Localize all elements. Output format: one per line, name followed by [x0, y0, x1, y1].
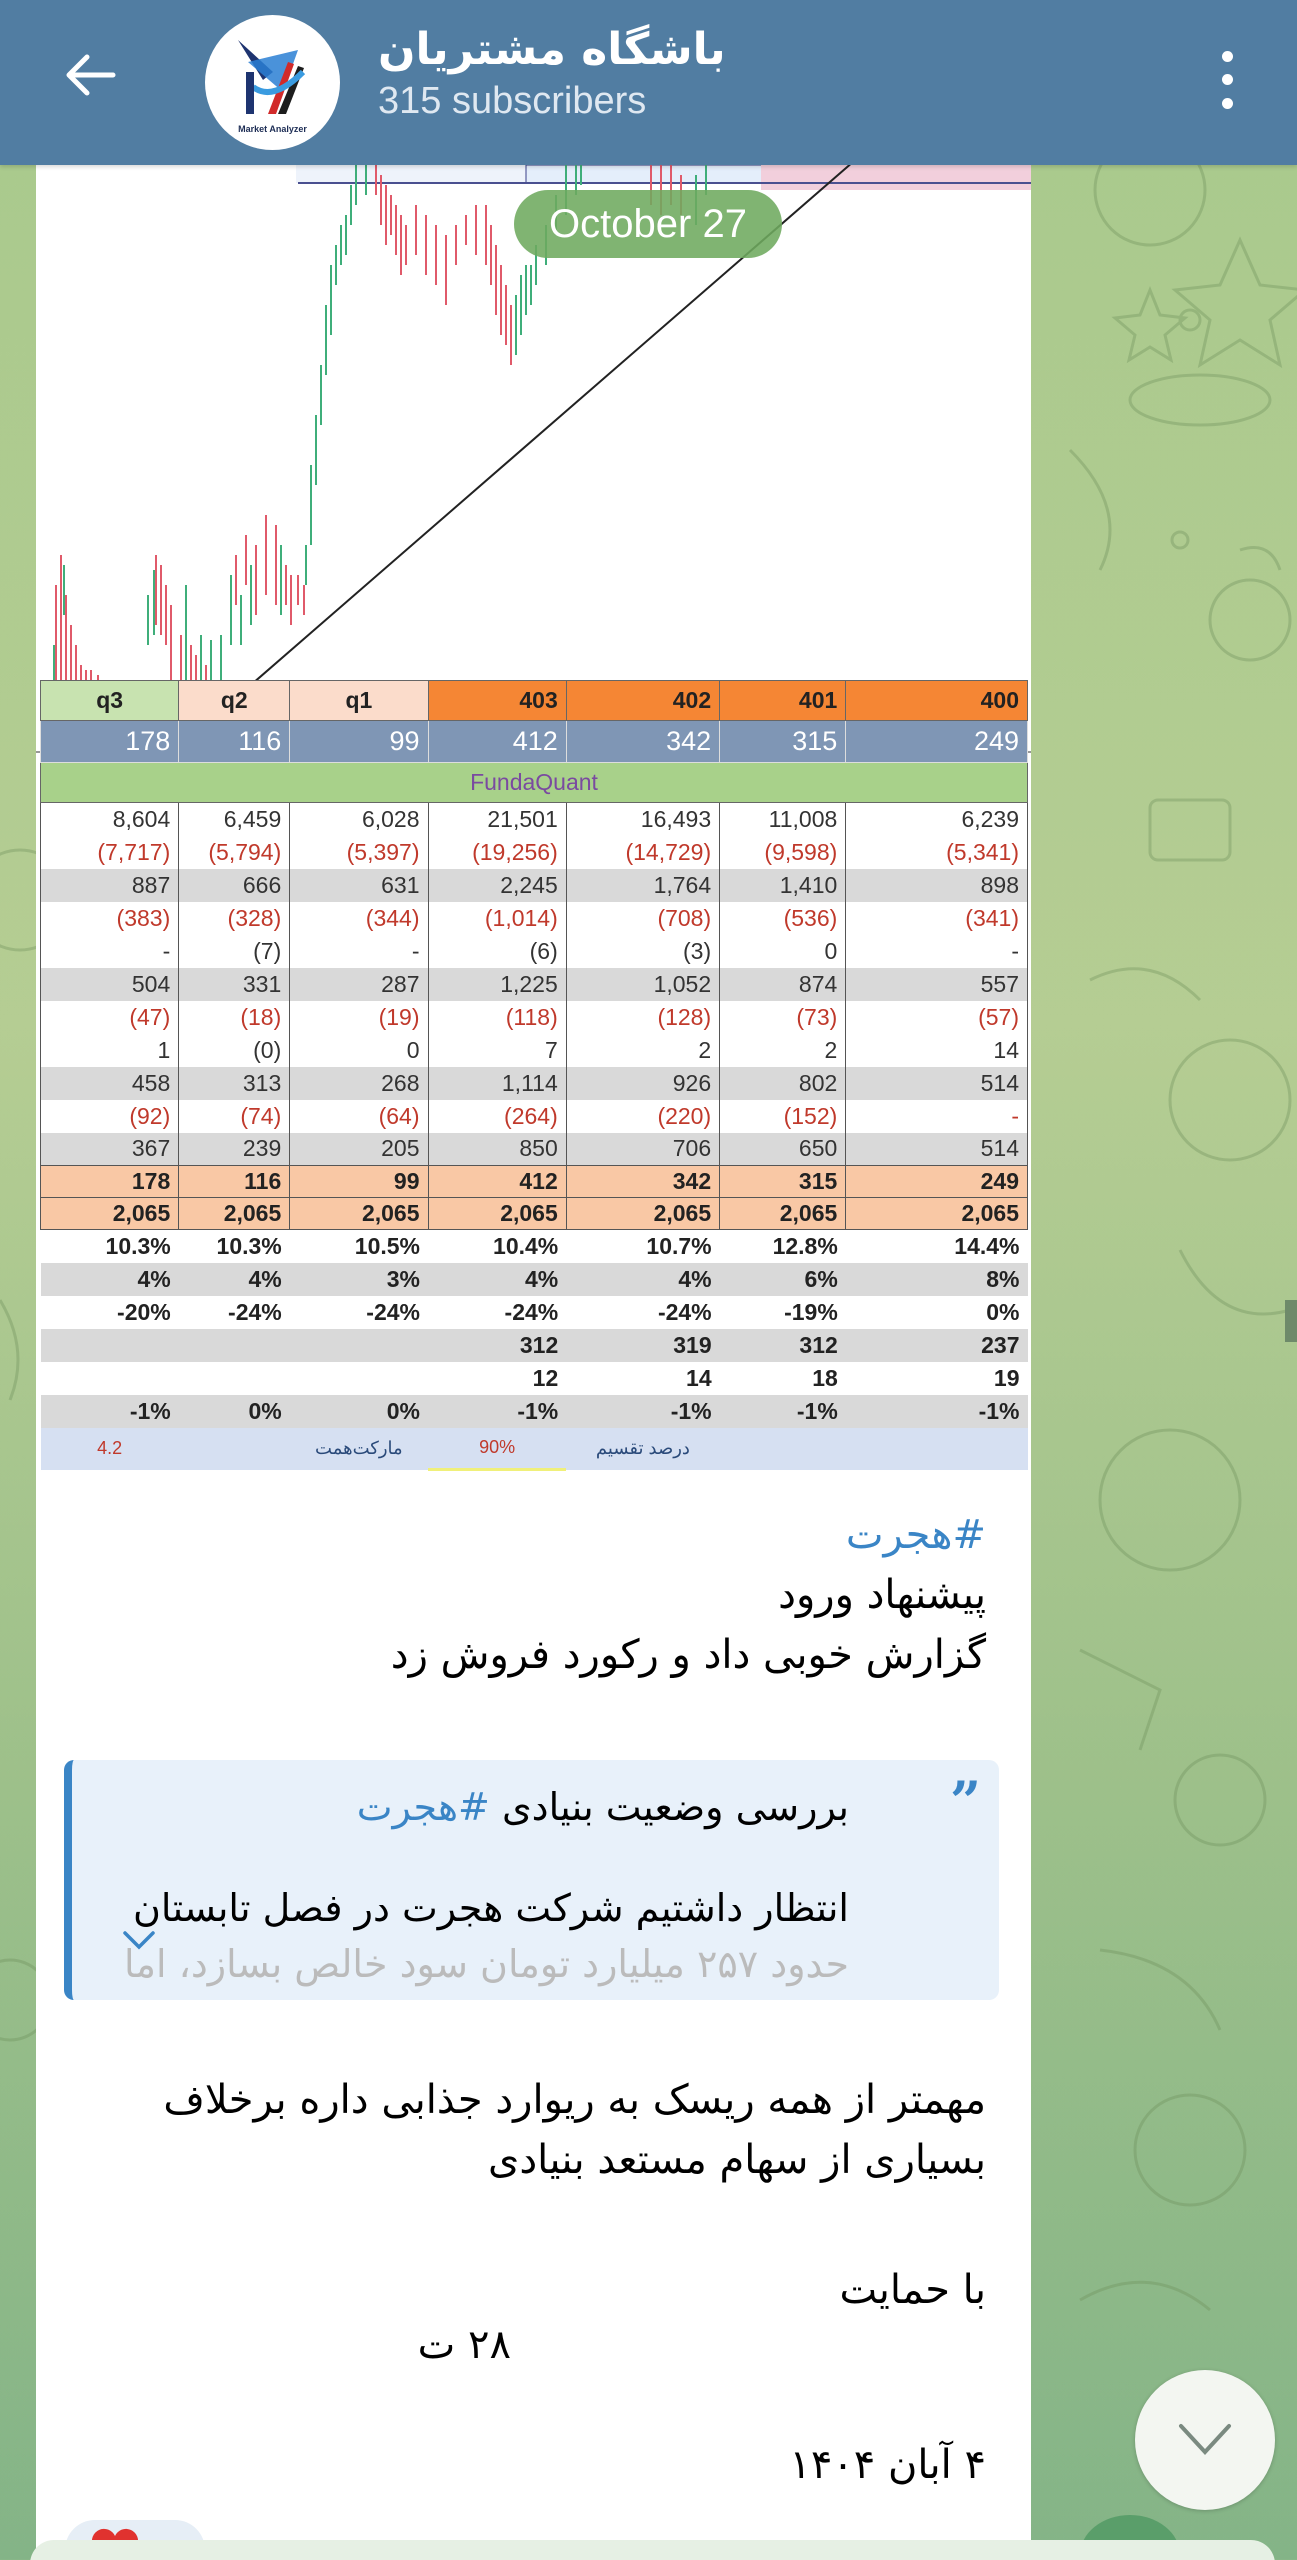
table-cell: 8,604: [41, 803, 179, 836]
post-para2-line-2: بسیاری از سهام مستعد بنیادی: [488, 2137, 986, 2183]
table-cell: 2: [720, 1034, 846, 1067]
table-cell: 249: [846, 1166, 1028, 1198]
message-bubble: [36, 110, 1031, 2560]
table-cell: 2,065: [41, 1198, 179, 1230]
table-cell: -24%: [179, 1296, 290, 1329]
chevron-down-icon: [122, 1930, 156, 1950]
table-cell: 237: [846, 1329, 1028, 1362]
table-cell: (220): [566, 1100, 719, 1133]
table-cell: (7): [179, 935, 290, 968]
hashtag-link[interactable]: #هجرت: [845, 1512, 986, 1558]
table-cell: 0%: [290, 1395, 428, 1428]
table-cell: 116: [179, 1166, 290, 1198]
table-cell: 514: [846, 1067, 1028, 1100]
table-cell: 504: [41, 968, 179, 1001]
table-cell: 99: [290, 721, 428, 763]
table-row: [41, 1133, 1028, 1166]
table-cell: (128): [566, 1001, 719, 1034]
table-cell: 12.8%: [720, 1230, 846, 1263]
table-cell: 6%: [720, 1263, 846, 1296]
table-cell: [290, 1362, 428, 1395]
quote-block[interactable]: [64, 1760, 999, 2000]
table-cell: (5,397): [290, 836, 428, 869]
table-cell: (328): [179, 902, 290, 935]
table-cell: 14.4%: [846, 1230, 1028, 1263]
table-cell: 0%: [179, 1395, 290, 1428]
table-cell: 178: [41, 1166, 179, 1198]
post-line-1: پیشنهاد ورود: [778, 1572, 986, 1618]
table-cell: (152): [720, 1100, 846, 1133]
post-hashtag-line: [846, 1505, 986, 1565]
table-cell: 557: [846, 968, 1028, 1001]
table-cell: 887: [41, 869, 179, 902]
table-cell: -: [290, 935, 428, 968]
table-cell: (57): [846, 1001, 1028, 1034]
table-cell: (14,729): [566, 836, 719, 869]
table-cell: 312: [720, 1329, 846, 1362]
table-cell: [290, 1329, 428, 1362]
table-cell: 249: [846, 721, 1028, 763]
table-cell: 802: [720, 1067, 846, 1100]
table-row: [41, 1001, 1028, 1034]
table-body: [41, 803, 1028, 1166]
post-para2-line-1: مهمتر از همه ریسک به ریوارد جذابی داره برخلاف: [163, 2077, 986, 2123]
table-cell: 2,065: [720, 1198, 846, 1230]
table-cell: (64): [290, 1100, 428, 1133]
table-cell: (47): [41, 1001, 179, 1034]
table-row: [41, 1034, 1028, 1067]
expand-quote-button[interactable]: [122, 1930, 156, 1954]
table-cell: 18: [720, 1362, 846, 1395]
table-cell: [179, 1362, 290, 1395]
table-cell: 1,225: [428, 968, 566, 1001]
table-cell: 2,065: [179, 1198, 290, 1230]
table-cell: 6,239: [846, 803, 1028, 836]
table-cell: 650: [720, 1133, 846, 1166]
table-cell: 16,493: [566, 803, 719, 836]
table-row: [41, 836, 1028, 869]
table-cell: 4%: [41, 1263, 179, 1296]
table-cell: -24%: [290, 1296, 428, 1329]
footer-label-1: مارکت‌همت: [290, 1428, 428, 1470]
table-cell: 850: [428, 1133, 566, 1166]
table-cell: -1%: [41, 1395, 179, 1428]
table-row: [41, 1198, 1028, 1230]
table-cell: 1,114: [428, 1067, 566, 1100]
table-cell: 412: [428, 721, 566, 763]
quote-body: [124, 1880, 849, 1992]
table-cell: 0%: [846, 1296, 1028, 1329]
table-cell: 4%: [179, 1263, 290, 1296]
col-header: q2: [179, 681, 290, 721]
table-footer-row: [41, 1428, 1028, 1470]
footer-value-1: 4.2: [41, 1428, 179, 1470]
col-header: 403: [428, 681, 566, 721]
post-range-line: ۲۸ ت: [417, 2322, 511, 2368]
table-cell: 268: [290, 1067, 428, 1100]
subscriber-count: 315 subscribers: [378, 80, 647, 122]
table-cell: 315: [720, 1166, 846, 1198]
table-cell: (7,717): [41, 836, 179, 869]
table-cell: (5,794): [179, 836, 290, 869]
table-cell: 367: [41, 1133, 179, 1166]
quote-body-line-1: انتظار داشتیم شرکت هجرت در فصل تابستان: [133, 1886, 849, 1930]
table-cell: 99: [290, 1166, 428, 1198]
kebab-dot: [1222, 98, 1233, 109]
table-cell: 2,065: [566, 1198, 719, 1230]
table-cell: 6,459: [179, 803, 290, 836]
col-header: 402: [566, 681, 719, 721]
table-row: [41, 1166, 1028, 1198]
table-cell: (344): [290, 902, 428, 935]
avatar-label: Market Analyzer: [238, 123, 307, 134]
table-cell: 10.3%: [41, 1230, 179, 1263]
market-analyzer-logo-icon: [228, 32, 318, 122]
post-support-line: با حمایت: [839, 2267, 986, 2313]
table-cell: -19%: [720, 1296, 846, 1329]
date-separator-pill: October 27: [514, 190, 782, 258]
footer-label-2: درصد تقسیم: [566, 1428, 719, 1470]
more-options-button[interactable]: [1207, 45, 1247, 115]
channel-title: باشگاه مشتریان: [378, 24, 726, 75]
table-cell: -1%: [566, 1395, 719, 1428]
table-row: [41, 721, 1028, 763]
table-cell: 12: [428, 1362, 566, 1395]
table-cell: 10.3%: [179, 1230, 290, 1263]
table-cell: (74): [179, 1100, 290, 1133]
col-header: q1: [290, 681, 428, 721]
table-cell: 1,764: [566, 869, 719, 902]
table-cell: -1%: [428, 1395, 566, 1428]
table-cell: 514: [846, 1133, 1028, 1166]
table-cell: (9,598): [720, 836, 846, 869]
table-cell: 6,028: [290, 803, 428, 836]
col-header: 400: [846, 681, 1028, 721]
col-header: q3: [41, 681, 179, 721]
table-cell: 3%: [290, 1263, 428, 1296]
chat-header: [0, 0, 1297, 165]
table-row: [41, 1329, 1028, 1362]
table-cell: 116: [179, 721, 290, 763]
table-cell: -20%: [41, 1296, 179, 1329]
table-cell: (383): [41, 902, 179, 935]
table-cell: 287: [290, 968, 428, 1001]
table-cell: (0): [179, 1034, 290, 1067]
table-row: [41, 1067, 1028, 1100]
table-cell: (341): [846, 902, 1028, 935]
table-cell: (708): [566, 902, 719, 935]
table-cell: 14: [846, 1034, 1028, 1067]
table-cell: 313: [179, 1067, 290, 1100]
table-cell: 412: [428, 1166, 566, 1198]
table-cell: 239: [179, 1133, 290, 1166]
table-cell: 8%: [846, 1263, 1028, 1296]
table-cell: 631: [290, 869, 428, 902]
table-cell: 1: [41, 1034, 179, 1067]
table-cell: 331: [179, 968, 290, 1001]
quote-title-text: بررسی وضعیت بنیادی: [489, 1785, 849, 1829]
table-cell: [179, 1329, 290, 1362]
table-cell: 706: [566, 1133, 719, 1166]
table-cell: (264): [428, 1100, 566, 1133]
table-cell: 205: [290, 1133, 428, 1166]
table-cell: -24%: [566, 1296, 719, 1329]
table-cell: 21,501: [428, 803, 566, 836]
table-cell: 874: [720, 968, 846, 1001]
quote-body-line-2: حدود ۲۵۷ میلیارد تومان سود خالص بسازد، اما: [124, 1942, 849, 1986]
table-cell: 666: [179, 869, 290, 902]
table-cell: 14: [566, 1362, 719, 1395]
table-cell: 2,245: [428, 869, 566, 902]
table-cell: 10.7%: [566, 1230, 719, 1263]
table-cell: -1%: [846, 1395, 1028, 1428]
table-cell: 4%: [428, 1263, 566, 1296]
table-row: [41, 1100, 1028, 1133]
table-cell: [41, 1362, 179, 1395]
table-cell: -: [846, 1100, 1028, 1133]
quote-title: [357, 1785, 849, 1829]
post-date: ۴ آبان ۱۴۰۴: [789, 2442, 986, 2488]
table-cell: (73): [720, 1001, 846, 1034]
table-brand-row: [41, 763, 1028, 803]
table-cell: 315: [720, 721, 846, 763]
financial-table: [40, 680, 1028, 1471]
table-pct-body: [41, 1230, 1028, 1428]
table-cell: (19,256): [428, 836, 566, 869]
table-cell: -24%: [428, 1296, 566, 1329]
table-cell: (1,014): [428, 902, 566, 935]
quote-icon: ”: [949, 1769, 981, 1833]
table-cell: 10.4%: [428, 1230, 566, 1263]
table-cell: (118): [428, 1001, 566, 1034]
table-peach-body: [41, 1166, 1028, 1230]
table-cell: (5,341): [846, 836, 1028, 869]
back-button[interactable]: [50, 40, 130, 110]
table-cell: 7: [428, 1034, 566, 1067]
table-row: [41, 1395, 1028, 1428]
table-row: [41, 1263, 1028, 1296]
table-row: [41, 902, 1028, 935]
table-cell: 2: [566, 1034, 719, 1067]
table-cell: (92): [41, 1100, 179, 1133]
arrow-left-icon: [63, 53, 117, 97]
table-cell: 319: [566, 1329, 719, 1362]
table-cell: 10.5%: [290, 1230, 428, 1263]
table-cell: 1,052: [566, 968, 719, 1001]
table-cell: 342: [566, 1166, 719, 1198]
table-row: [41, 935, 1028, 968]
table-row: [41, 1362, 1028, 1395]
quote-hashtag-link[interactable]: #هجرت: [356, 1785, 490, 1829]
table-cell: 4%: [566, 1263, 719, 1296]
table-cell: 458: [41, 1067, 179, 1100]
table-cell: 0: [720, 935, 846, 968]
post-line-2: گزارش خوبی داد و رکورد فروش زد: [390, 1632, 986, 1678]
table-row: [41, 869, 1028, 902]
channel-info[interactable]: [378, 22, 726, 124]
table-cell: 19: [846, 1362, 1028, 1395]
table-cell: (18): [179, 1001, 290, 1034]
table-cell: (19): [290, 1001, 428, 1034]
table-row: [41, 1230, 1028, 1263]
table-row: [41, 1296, 1028, 1329]
footer-value-2: 90%: [428, 1428, 566, 1470]
table-cell: 2,065: [846, 1198, 1028, 1230]
table-cell: 2,065: [428, 1198, 566, 1230]
channel-avatar[interactable]: [205, 15, 340, 150]
table-cell: 898: [846, 869, 1028, 902]
table-cell: -: [846, 935, 1028, 968]
table-cell: 0: [290, 1034, 428, 1067]
chevron-down-icon: [1175, 2420, 1235, 2460]
table-cell: 11,008: [720, 803, 846, 836]
table-cell: (3): [566, 935, 719, 968]
bottom-bar: [30, 2540, 1275, 2560]
table-row: [41, 803, 1028, 836]
scrollbar-thumb[interactable]: [1285, 1300, 1297, 1342]
col-header: 401: [720, 681, 846, 721]
brand-label: FundaQuant: [41, 763, 1028, 803]
table-cell: 926: [566, 1067, 719, 1100]
scroll-to-bottom-button[interactable]: [1135, 2370, 1275, 2510]
table-cell: 1,410: [720, 869, 846, 902]
table-header-row: [41, 681, 1028, 721]
table-cell: -: [41, 935, 179, 968]
kebab-menu-icon: [1222, 51, 1233, 62]
kebab-dot: [1222, 74, 1233, 85]
table-row: [41, 968, 1028, 1001]
table-cell: -1%: [720, 1395, 846, 1428]
table-cell: [41, 1329, 179, 1362]
table-cell: 312: [428, 1329, 566, 1362]
table-cell: (6): [428, 935, 566, 968]
table-cell: 178: [41, 721, 179, 763]
table-cell: 2,065: [290, 1198, 428, 1230]
table-cell: 342: [566, 721, 719, 763]
financial-table-image[interactable]: [40, 680, 1028, 1480]
table-cell: (536): [720, 902, 846, 935]
